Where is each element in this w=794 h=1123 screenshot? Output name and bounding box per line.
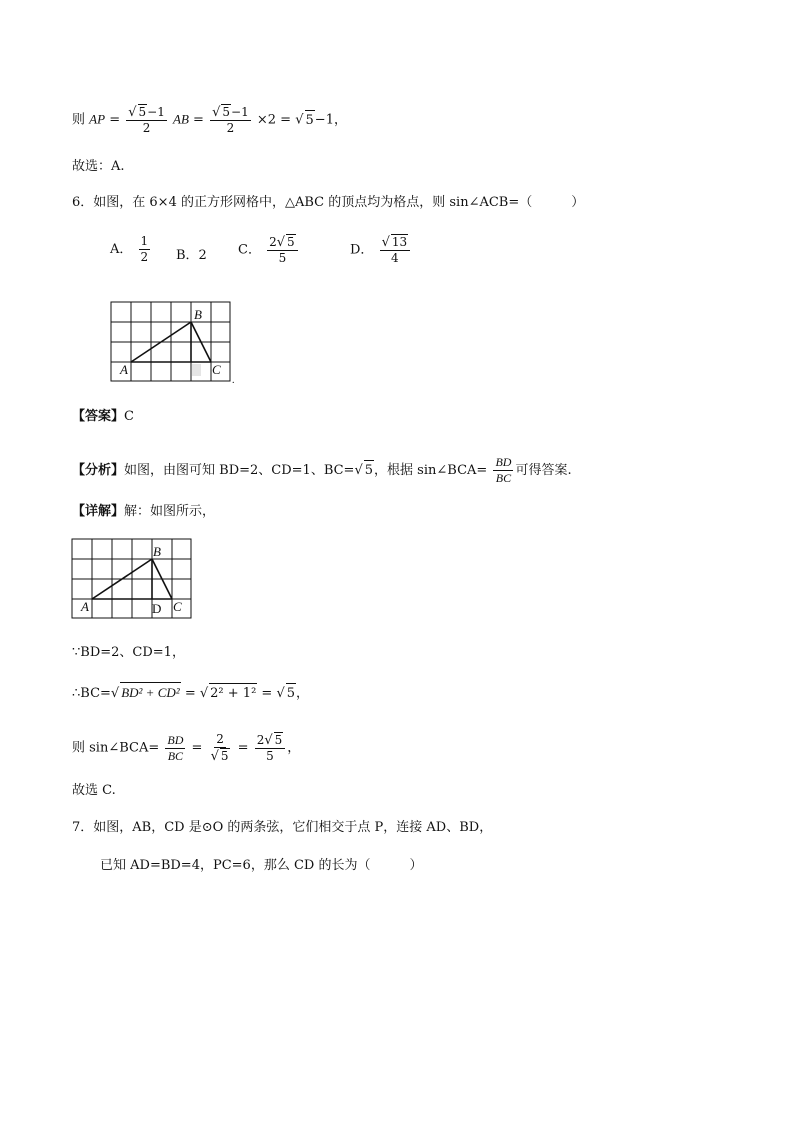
question-7-line-2: 已知 AD=BD=4，PC=6，那么 CD 的长为（ ） bbox=[100, 858, 423, 873]
option-a: A． $\frac{1}{2}$ bbox=[110, 234, 149, 264]
answer-bracket: 【答案】 bbox=[72, 409, 125, 424]
label-b: B bbox=[194, 307, 202, 322]
ap-formula-line: 则 AP = $\frac{√ 5-1}{2}$ AB = $\frac{√ 5-1}{2}$ ×2 = √ 5−1， bbox=[72, 105, 347, 135]
grid-figure-2 bbox=[71, 538, 195, 622]
question-7-line-1: 7．如图，AB，CD 是⊙O 的两条弦，它们相交于点 P，连接 AD、BD， bbox=[72, 820, 493, 835]
answer-value: C bbox=[124, 409, 134, 424]
label-a: A bbox=[120, 362, 128, 377]
ap-symbol: AP bbox=[89, 111, 106, 127]
option-c: C． $\frac{2√ 5}{5}$ bbox=[238, 234, 300, 266]
grid-figure-1 bbox=[110, 301, 240, 385]
option-b: B．2 bbox=[176, 248, 207, 263]
label-c: C bbox=[212, 362, 221, 377]
fraction: $\frac{√ 5-1}{2}$ bbox=[128, 105, 165, 135]
label-d: D bbox=[152, 601, 162, 616]
ap-prefix: 则 bbox=[72, 112, 86, 128]
option-d: D． $\frac{√ 13}{4}$ bbox=[350, 234, 412, 266]
analysis-line: 【分析】如图，由图可知 BD=2、CD=1、BC=√ 5，根据 sin∠BCA= $\frac{BD}{BC}$ 可得答案. bbox=[72, 455, 572, 485]
choose-a-line: 故选：A. bbox=[72, 159, 125, 174]
question-6-text: 6．如图，在 6×4 的正方形网格中，△ABC 的顶点均为格点，则 sin∠ACB=（ ） bbox=[72, 195, 585, 210]
because-line: ∵BD=2、CD=1， bbox=[72, 645, 185, 660]
label-c: C bbox=[173, 599, 182, 614]
answer-line bbox=[72, 407, 134, 427]
label-b: B bbox=[153, 544, 161, 559]
figure-period: . bbox=[232, 375, 235, 385]
equals: = bbox=[109, 112, 121, 128]
sin-line: 则 sin∠BCA= $\frac{BD}{BC}$ = $\frac{2}{√ 5}$ = $\frac{2√ 5}{5}$ ， bbox=[72, 732, 301, 764]
fraction: $\frac{√ 5-1}{2}$ bbox=[212, 105, 249, 135]
choose-c-line: 故选 C. bbox=[72, 783, 116, 798]
detail-line: 【详解】解：如图所示， bbox=[72, 504, 216, 519]
ab-symbol: AB bbox=[173, 111, 189, 127]
label-a: A bbox=[81, 599, 89, 614]
therefore-line: ∴BC=√ BD² + CD² = √ 2² + 1² = √ 5， bbox=[72, 682, 309, 704]
